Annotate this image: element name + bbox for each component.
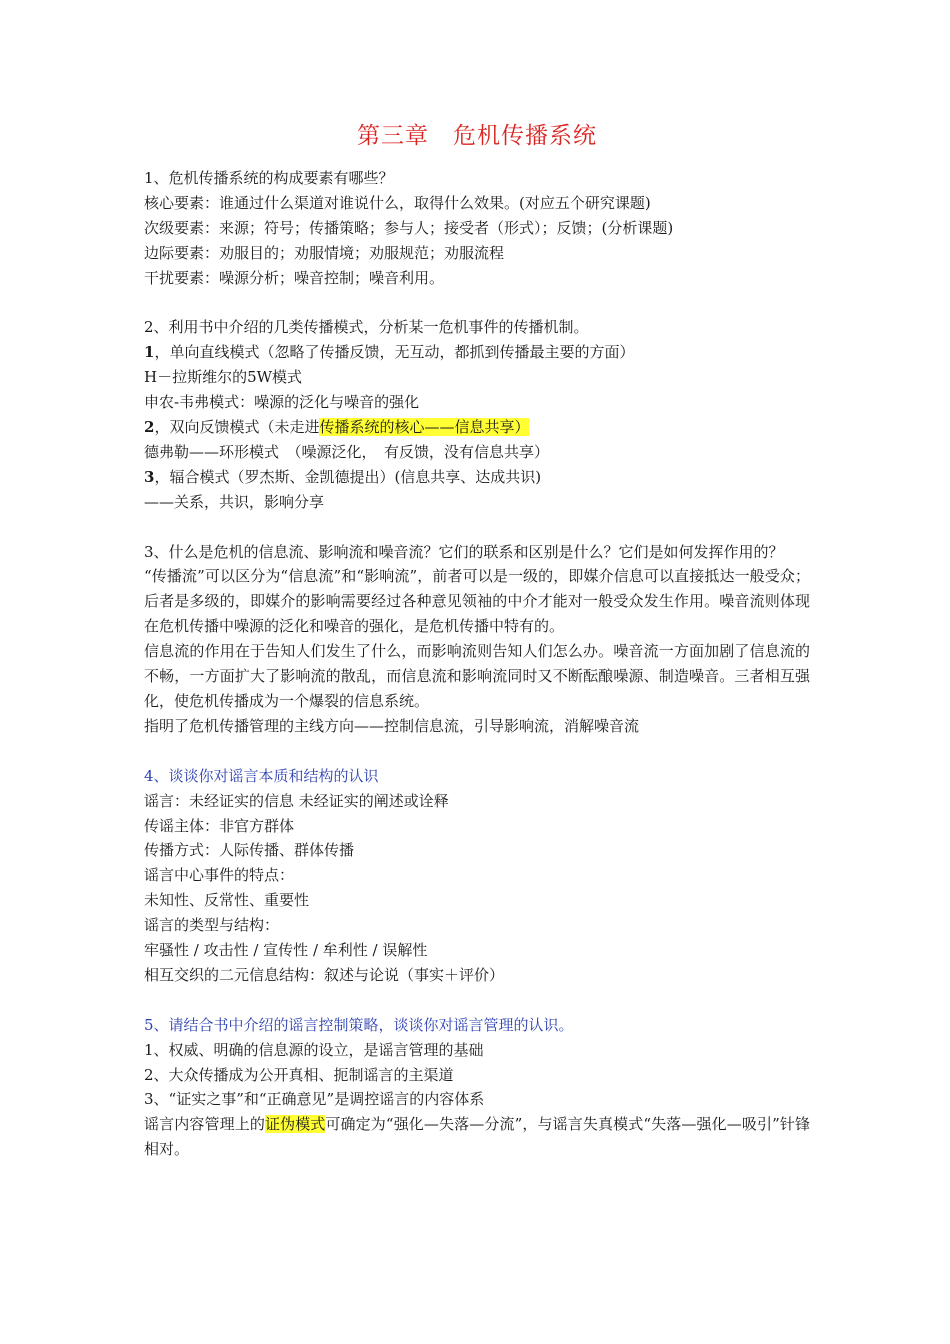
q1-line: 边际要素：劝服目的；劝服情境；劝服规范；劝服流程 [144,243,505,262]
q1-line: 干扰要素：噪源分析；噪音控制；噪音利用。 [144,268,445,287]
q4-line: 牢骚性 / 攻击性 / 宣传性 / 牟利性 / 误解性 [144,941,428,960]
model-3-number: 3 [144,467,155,486]
model-3-text: ，辐合模式（罗杰斯、金凯德提出）(信息共享、达成共识) [154,467,542,486]
q5-heading: 5、请结合书中介绍的谣言控制策略，谈谈你对谣言管理的认识。 [144,1015,574,1034]
q3-paragraph: “传播流”可以区分为“信息流”和“影响流”，前者可以是一级的，即媒介信息可以直接抵达一般受众；后者是多级的，即媒介的影响需要经过各种意见领袖的中介才能对一般受众发生作用。噪音流则体现在危机传播中噪源的泛化和噪音的强化，是危机传播中特有的。 [144,567,810,636]
model-1-text: ，单向直线模式（忽略了传播反馈，无互动，都抓到传播最主要的方面） [154,343,635,362]
section-q1 [144,166,810,291]
q4-line: 谣言：未经证实的信息 未经证实的阐述或诠释 [144,791,449,810]
model-1-number: 1 [144,343,155,362]
section-q5 [144,1013,810,1162]
q4-line: 传谣主体：非官方群体 [144,816,295,835]
section-q4 [144,764,810,988]
q3-paragraph: 信息流的作用在于告知人们发生了什么，而影响流则告知人们怎么办。噪音流一方面加剧了信息流的不畅，一方面扩大了影响流的散乱，而信息流和影响流同时又不断酝酿噪源、制造噪音。三者相互强化，使危机传播成为一个爆裂的信息系统。 [144,642,810,710]
model-1 [144,340,810,365]
section-q3 [144,540,810,739]
model-2-highlight: 传播系统的核心——信息共享） [319,418,530,437]
q4-line: 谣言中心事件的特点： [144,866,295,885]
q5-line: 3、“证实之事”和“正确意见”是调控谣言的内容体系 [144,1090,485,1109]
model-2 [144,415,810,440]
q5-line: 1、权威、明确的信息源的设立，是谣言管理的基础 [144,1040,484,1059]
model-1-example: 申农-韦弗模式：噪源的泛化与噪音的强化 [144,393,420,412]
q1-heading: 1、危机传播系统的构成要素有哪些？ [144,169,394,187]
q4-line: 传播方式：人际传播、群体传播 [144,841,355,860]
q1-line: 核心要素：谁通过什么渠道对谁说什么，取得什么效果。(对应五个研究课题) [144,193,651,212]
section-q2 [144,315,810,514]
model-1-example: H－拉斯维尔的5W模式 [144,368,303,387]
q5-last-post: 可确定为“强化—失落—分流”，与谣言失真模式“失落—强化—吸引”针锋相对。 [144,1115,810,1159]
q4-heading: 4、谈谈你对谣言本质和结构的认识 [144,766,379,785]
q1-line: 次级要素：来源；符号；传播策略；参与人；接受者（形式）；反馈；(分析课题) [144,218,674,237]
q2-heading: 2、利用书中介绍的几类传播模式，分析某一危机事件的传播机制。 [144,318,589,337]
q5-last-pre: 谣言内容管理上的 [144,1115,265,1134]
q4-line: 相互交织的二元信息结构：叙述与论说（事实＋评价） [144,965,505,984]
chapter-title: 第三章 危机传播系统 [357,123,597,149]
q5-line: 2、大众传播成为公开真相、扼制谣言的主渠道 [144,1065,454,1084]
q4-line: 未知性、反常性、重要性 [144,891,310,910]
q3-heading: 3、什么是危机的信息流、影响流和噪音流？它们的联系和区别是什么？它们是如何发挥作用的？ [144,542,784,561]
model-3-example: ——关系，共识，影响分享 [144,492,325,511]
q4-line: 谣言的类型与结构： [144,916,280,935]
model-2-text: ，双向反馈模式（未走进 [154,418,320,437]
model-3 [144,465,810,490]
q3-paragraph: 指明了危机传播管理的主线方向——控制信息流，引导影响流，消解噪音流 [144,716,640,735]
q5-last-paragraph [144,1112,810,1162]
model-2-example: 德弗勒——环形模式 （噪源泛化， 有反馈，没有信息共享） [144,442,550,461]
model-2-number: 2 [144,418,155,437]
q5-last-highlight: 证伪模式 [264,1115,326,1134]
